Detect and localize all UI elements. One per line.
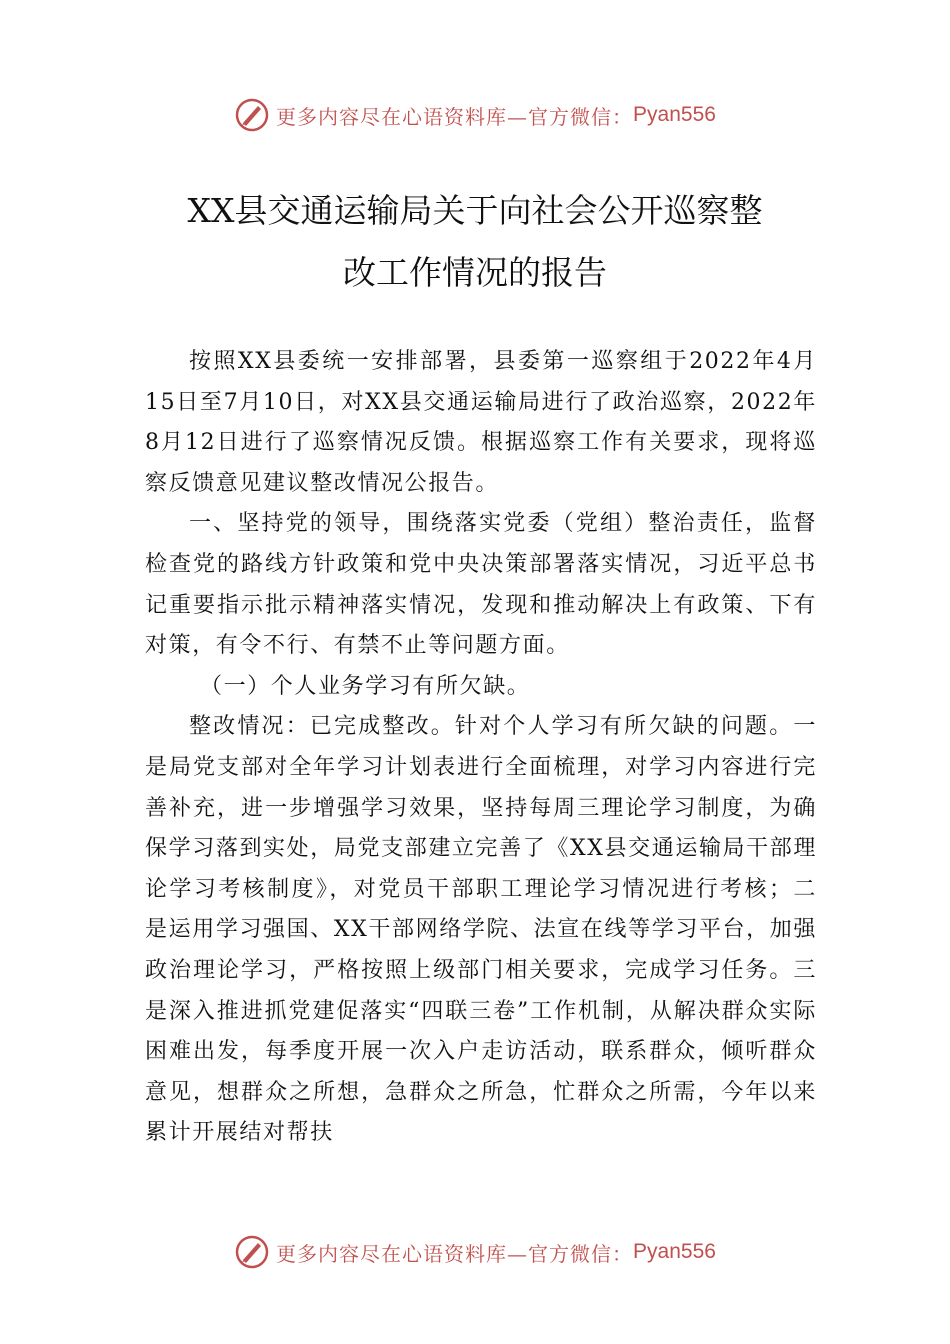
paragraph-intro: 按照XX县委统一安排部署，县委第一巡察组于2022年4月15日至7月10日，对XX县交通运输局进行了政治巡察，2022年8月12日进行了巡察情况反馈。根据巡察工作有关要求，现将巡察反馈意见建议整改情况公报告。 [145,349,817,496]
watermark-text: 更多内容尽在心语资料库—官方微信： [276,104,634,129]
pen-seal-icon [234,1234,270,1270]
watermark-footer [0,1232,950,1272]
watermark-account: Pyan556 [633,103,716,126]
paragraph-section-heading: 一、坚持党的领导，围绕落实党委（党组）整治责任，监督检查党的路线方针政策和党中央决策部署落实情况，习近平总书记重要指示批示精神落实情况，发现和推动解决上有政策、下有对策，有令不行、有禁不止等问题方面。 [145,511,817,659]
document-title-line1: XX县交通运输局关于向社会公开巡察整 [187,191,763,230]
watermark-text: 更多内容尽在心语资料库—官方微信： [276,1241,634,1266]
pen-seal-icon [234,97,270,133]
watermark-account: Pyan556 [633,1240,716,1263]
watermark-header [0,95,950,135]
paragraph-subheading: （一）个人业务学习有所欠缺。 [200,673,531,699]
document-body [145,342,817,1154]
document-title-line2: 改工作情况的报告 [343,253,607,292]
paragraph-rectification: 整改情况：已完成整改。针对个人学习有所欠缺的问题。一是局党支部对全年学习计划表进行全面梳理，对学习内容进行完善补充，进一步增强学习效果，坚持每周三理论学习制度，为确保学习落到实处，局党支部建立完善了《XX县交通运输局干部理论学习考核制度》，对党员干部职工理论学习情况进行考核；二是运用学习强国、XX干部网络学院、法宣在线等学习平台，加强政治理论学习，严格按照上级部门相关要求，完成学习任务。三是深入推进抓党建促落实“四联三卷”工作机制，从解决群众实际困难出发，每季度开展一次入户走访活动，联系群众，倾听群众意见，想群众之所想，急群众之所急，忙群众之所需，今年以来累计开展结对帮扶 [145,714,817,1146]
